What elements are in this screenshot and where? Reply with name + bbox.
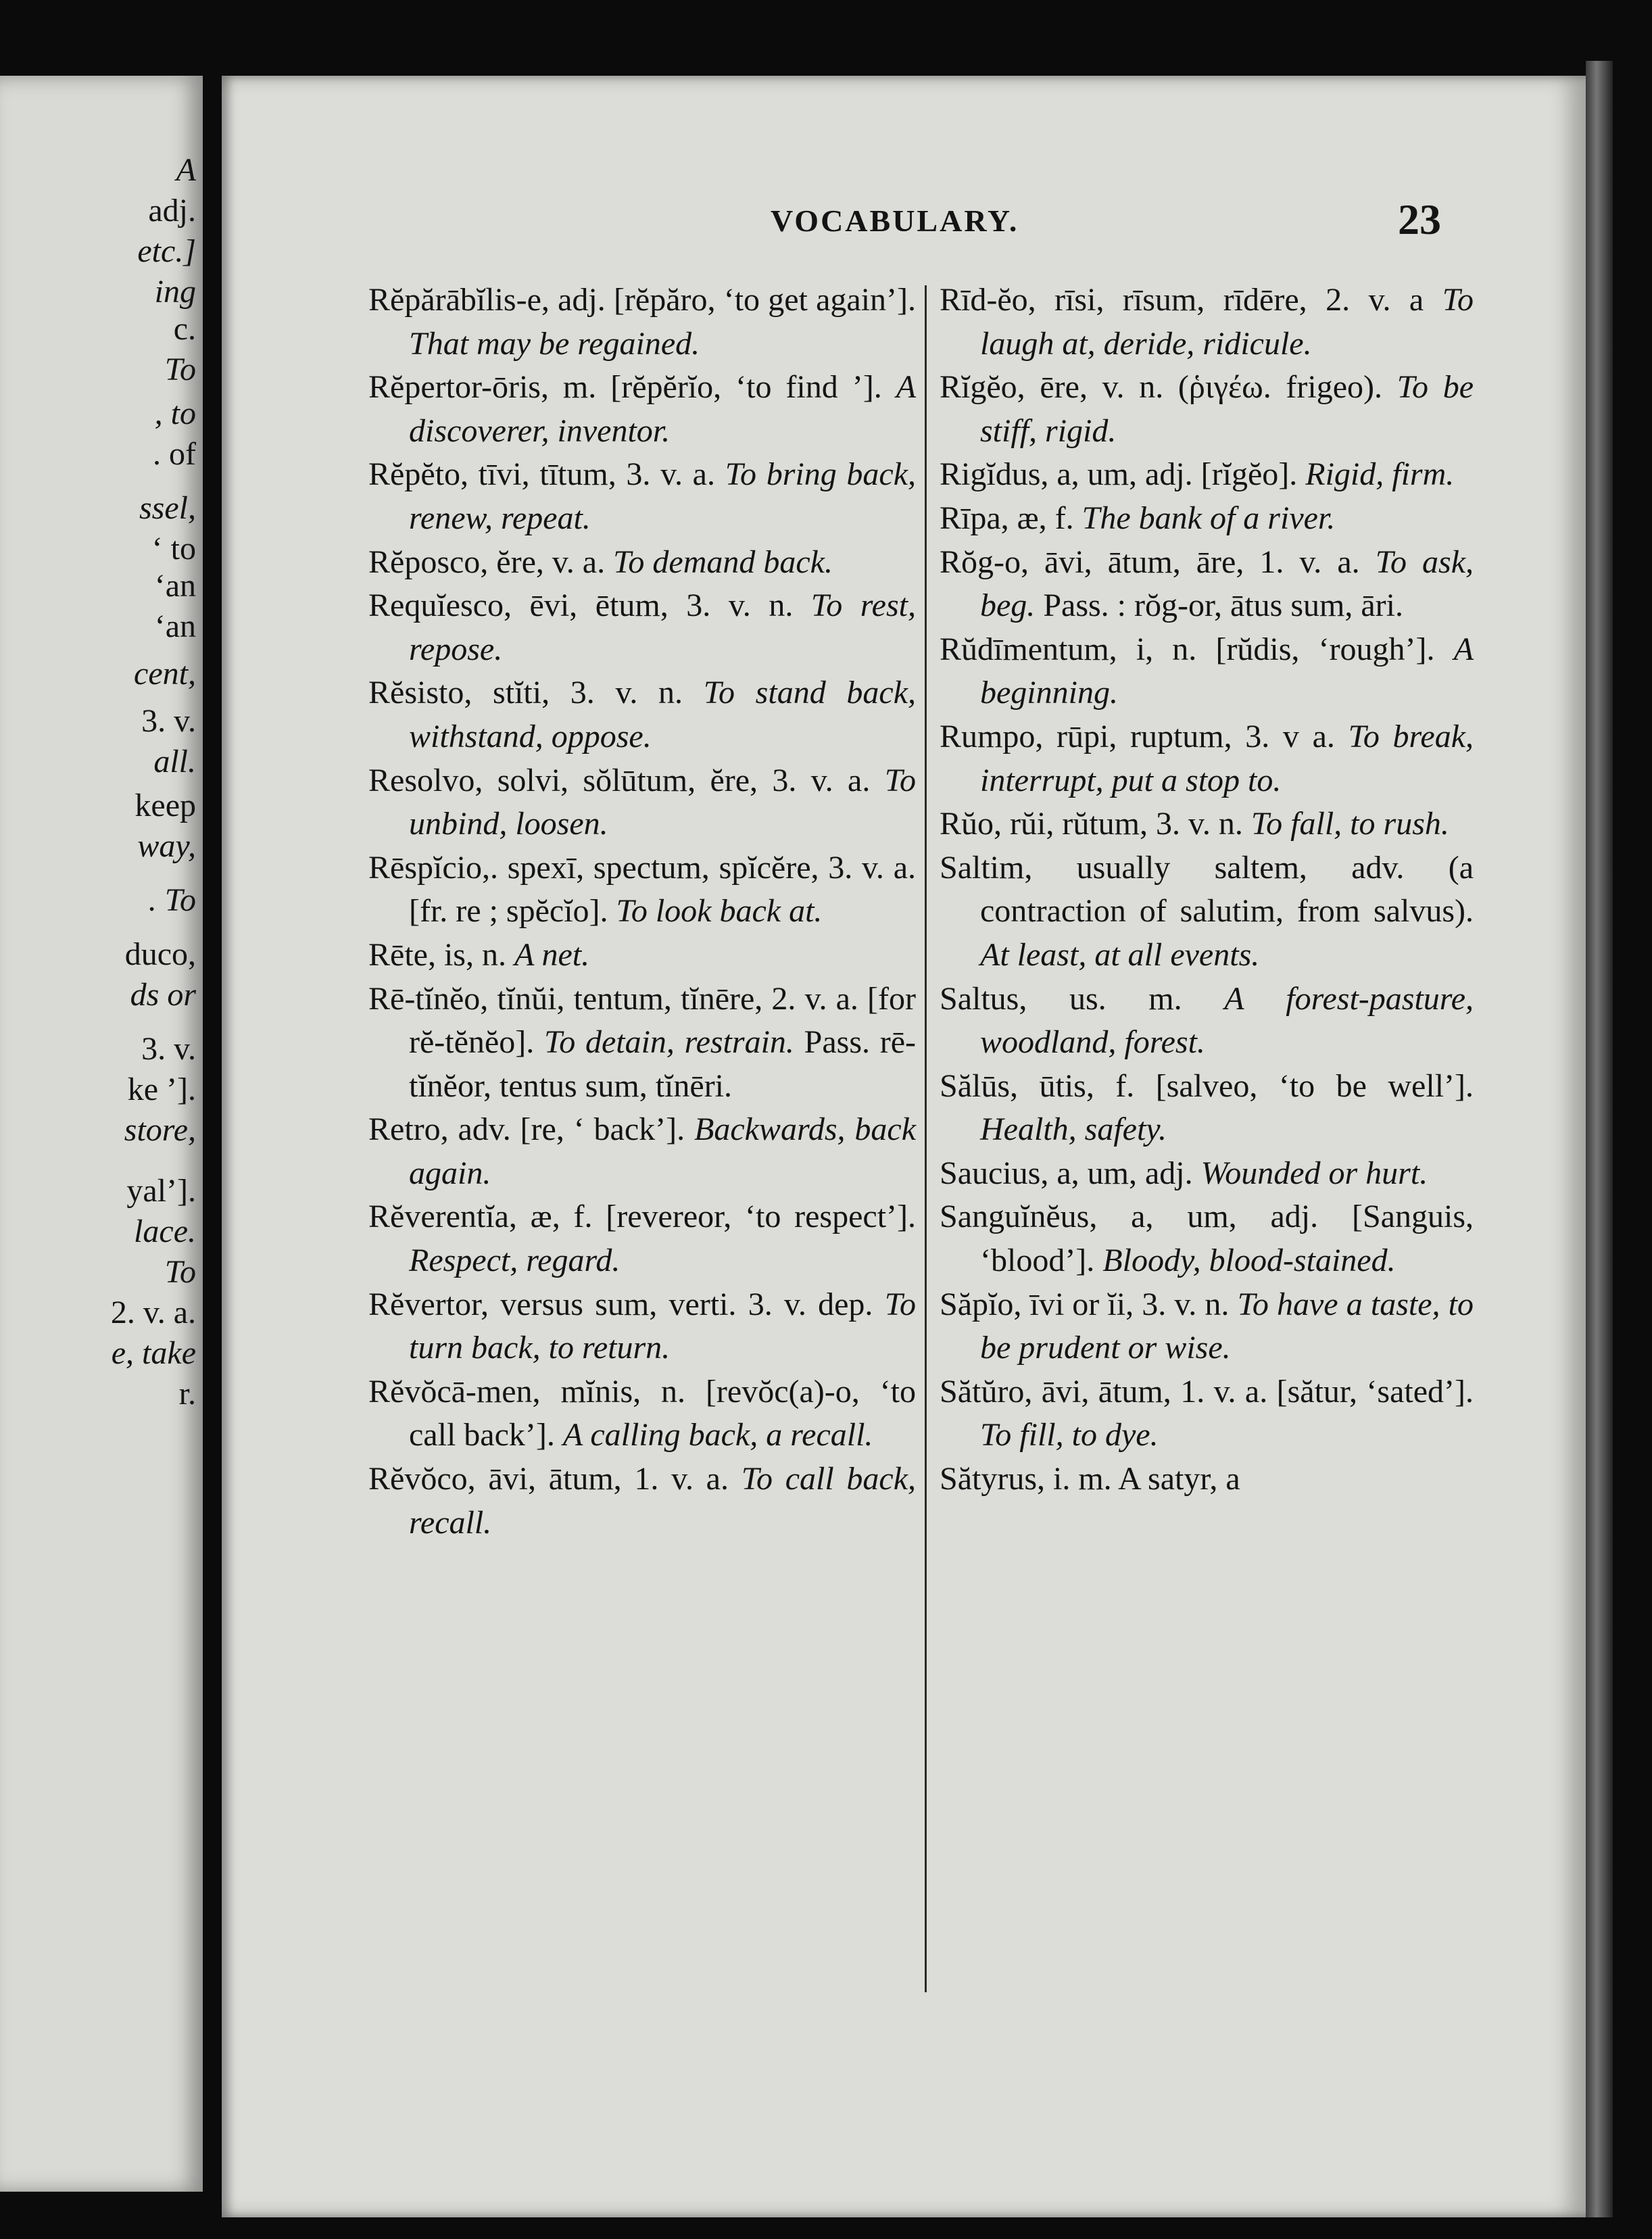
entry-headword: Rĕsisto, stĭti, 3. v. n. [368, 675, 683, 711]
facing-page-text: ‘an [154, 568, 196, 604]
entry-definition: A discoverer, inventor. [409, 369, 917, 449]
vocabulary-entry [940, 1195, 1474, 1282]
entry-headword: Sătyrus, i. m. A satyr, a [940, 1461, 1240, 1497]
entry-headword: Saucius, a, um, adj. [940, 1155, 1193, 1191]
entry-headword: Rēspĭcio,. spexī, spectum, spĭcĕre, 3. v. a. [fr. re ; spĕcĭo]. [368, 849, 916, 930]
entry-definition: Bloody, blood-stained. [1102, 1243, 1396, 1279]
entry-definition: To unbind, loosen. [409, 762, 917, 842]
entry-definition: Health, safety. [980, 1111, 1167, 1148]
entry-definition: To rest, repose. [409, 587, 916, 667]
facing-page-text: all. [153, 744, 196, 779]
entry-definition: A beginning. [980, 631, 1474, 711]
vocabulary-entry [940, 497, 1474, 541]
entry-definition: To call back, recall. [409, 1461, 916, 1541]
facing-page-text: , to [154, 395, 196, 431]
entry-headword: Retro, adv. [re, ‘ back’]. [368, 1111, 685, 1148]
running-title: VOCABULARY. [771, 203, 1019, 238]
vocabulary-entry [368, 671, 916, 759]
entry-headword: Rĭgĕo, ēre, v. n. (ῥιγέω. frigeo). [940, 369, 1383, 406]
entry-definition: That may be regained. [409, 325, 700, 362]
entry-definition: Respect, regard. [409, 1243, 621, 1279]
vocabulary-entry [940, 1065, 1474, 1152]
vocabulary-entry [368, 1458, 916, 1545]
entry-definition: To break, interrupt, put a stop to. [980, 718, 1474, 798]
vocabulary-entry [940, 1283, 1474, 1370]
vocabulary-entry [940, 846, 1474, 978]
right-column [940, 279, 1474, 1501]
entry-definition: To fall, to rush. [1250, 806, 1449, 842]
facing-page-text: c. [173, 311, 196, 347]
entry-passive-form: Pass. rē-tĭnĕor, tentus sum, tĭnēri. [409, 1024, 917, 1104]
entry-definition: To look back at. [616, 893, 823, 930]
entry-definition: A forest-pasture, woodland, forest. [980, 980, 1474, 1061]
vocabulary-entry [368, 759, 916, 846]
entry-definition: A calling back, a recall. [562, 1417, 873, 1453]
vocabulary-entry [368, 366, 916, 453]
facing-page-text: r. [178, 1376, 196, 1412]
vocabulary-entry [368, 846, 916, 934]
entry-headword: Rŏg-o, āvi, ātum, āre, 1. v. a. [940, 544, 1360, 580]
entry-definition: To bring back, renew, repeat. [409, 456, 917, 536]
entry-passive-form: Pass. : rŏg-or, ātus sum, āri. [1043, 587, 1403, 624]
vocabulary-entry [368, 1108, 916, 1195]
entry-definition: To demand back. [613, 544, 833, 580]
facing-page-text: 3. v. [141, 703, 196, 739]
entry-definition: To fill, to dye. [980, 1417, 1159, 1453]
entry-headword: Rĕpertor-ōris, m. [rĕpĕrĭo, ‘to find ’]. [368, 369, 882, 406]
vocabulary-entry [940, 1152, 1474, 1196]
facing-page-text: ing [154, 274, 196, 310]
entry-definition: To have a taste, to be prudent or wise. [980, 1286, 1474, 1366]
facing-page-text: ‘an [154, 608, 196, 644]
facing-page-text: . To [148, 882, 196, 918]
entry-definition: To stand back, withstand, oppose. [409, 675, 916, 754]
entry-definition: Backwards, back again. [409, 1111, 916, 1191]
vocabulary-entry [940, 628, 1474, 715]
column-divider [925, 285, 927, 1992]
entry-headword: Rīd-ĕo, rīsi, rīsum, rīdēre, 2. v. a [940, 282, 1424, 318]
vocabulary-entry [940, 978, 1474, 1065]
entry-headword: Rē-tĭnĕo, tĭnŭi, tentum, tĭnēre, 2. v. a. [for rĕ-tĕnĕo]. [368, 980, 916, 1061]
entry-headword: Rĕposco, ĕre, v. a. [368, 544, 606, 580]
vocabulary-entry [368, 541, 916, 585]
facing-page-text: duco, [124, 936, 196, 972]
vocabulary-entry [940, 541, 1474, 628]
facing-page-text: adj. [148, 193, 196, 228]
vocabulary-entry [940, 1458, 1474, 1501]
entry-headword: Rĕvŏco, āvi, ātum, 1. v. a. [368, 1461, 729, 1497]
entry-headword: Rĕvŏcā-men, mĭnis, n. [revŏc(a)-o, ‘to call back’]. [368, 1373, 916, 1453]
entry-definition: Rigid, firm. [1305, 456, 1455, 493]
entry-headword: Rĕpĕto, tīvi, tītum, 3. v. a. [368, 456, 715, 493]
entry-definition: To laugh at, deride, ridicule. [980, 282, 1474, 362]
book-edge [1586, 61, 1613, 2217]
vocabulary-entry [940, 366, 1474, 453]
vocabulary-entry [940, 279, 1474, 366]
entry-headword: Saltim, usually saltem, adv. (a contraction of salutim, from salvus). [940, 849, 1474, 930]
vocabulary-entry [368, 279, 916, 366]
vocabulary-entry [940, 802, 1474, 846]
entry-definition: To detain, restrain. [543, 1024, 794, 1061]
left-column [368, 279, 916, 1545]
entry-headword: Rēte, is, n. [368, 936, 506, 973]
facing-page-text: e, take [111, 1335, 196, 1371]
facing-page-text: way, [137, 828, 196, 864]
facing-page-text: etc.] [137, 233, 196, 269]
vocabulary-entry [368, 1370, 916, 1458]
facing-page-text: cent, [134, 656, 196, 692]
entry-headword: Rĕvertor, versus sum, verti. 3. v. dep. [368, 1286, 873, 1322]
vocabulary-entry [368, 453, 916, 540]
facing-page-text: lace. [134, 1213, 196, 1249]
entry-headword: Sanguĭnĕus, a, um, adj. [Sanguis, ‘blood’]. [940, 1199, 1474, 1279]
entry-headword: Rumpo, rūpi, ruptum, 3. v a. [940, 718, 1335, 754]
facing-page-text: ds or [130, 977, 196, 1013]
vocabulary-entry [368, 978, 916, 1109]
facing-page-text: ‘ to [151, 531, 196, 567]
facing-page-text: To [164, 352, 196, 387]
facing-page-text: store, [124, 1112, 196, 1148]
entry-definition: At least, at all events. [980, 936, 1260, 973]
entry-headword: Saltus, us. m. [940, 980, 1182, 1017]
entry-definition: To ask, beg. [980, 544, 1474, 624]
vocabulary-entry [940, 715, 1474, 802]
facing-page-text: A [176, 152, 196, 188]
vocabulary-entry [368, 584, 916, 671]
entry-definition: To be stiff, rigid. [980, 369, 1474, 449]
facing-page-text: ssel, [139, 490, 196, 526]
entry-headword: Resolvo, solvi, sŏlūtum, ĕre, 3. v. a. [368, 762, 871, 798]
entry-headword: Requĭesco, ēvi, ētum, 3. v. n. [368, 587, 794, 624]
facing-page-text: . of [153, 436, 196, 472]
vocabulary-entry [368, 934, 916, 978]
facing-page-text: yal’]. [126, 1173, 196, 1209]
vocabulary-entry [940, 1370, 1474, 1458]
facing-page-text: keep [135, 788, 196, 823]
facing-page-text: 3. v. [141, 1031, 196, 1067]
entry-headword: Rĕpărābĭlis-e, adj. [rĕpăro, ‘to get again’]. [368, 282, 916, 318]
entry-headword: Sătŭro, āvi, ātum, 1. v. a. [sătur, ‘sated’]. [940, 1373, 1474, 1410]
page-number: 23 [1398, 195, 1441, 243]
entry-headword: Rīpa, æ, f. [940, 500, 1074, 536]
facing-page-text: ke ’]. [127, 1072, 196, 1107]
facing-page-fragment [0, 76, 203, 2192]
entry-definition: The bank of a river. [1082, 500, 1336, 536]
entry-headword: Rŭdīmentum, i, n. [rŭdis, ‘rough’]. [940, 631, 1435, 667]
entry-headword: Rŭo, rŭi, rŭtum, 3. v. n. [940, 806, 1243, 842]
entry-definition: To turn back, to return. [409, 1286, 917, 1366]
entry-headword: Rĕverentĭa, æ, f. [revereor, ‘to respect’]. [368, 1199, 916, 1235]
entry-headword: Rigĭdus, a, um, adj. [rĭgĕo]. [940, 456, 1298, 493]
vocabulary-entry [940, 453, 1474, 497]
facing-page-text: To [164, 1254, 196, 1290]
entry-definition: A net. [514, 936, 590, 973]
facing-page-text: 2. v. a. [110, 1295, 196, 1330]
vocabulary-entry [368, 1283, 916, 1370]
entry-headword: Săpĭo, īvi or ĭi, 3. v. n. [940, 1286, 1230, 1322]
entry-headword: Sălūs, ūtis, f. [salveo, ‘to be well’]. [940, 1067, 1474, 1104]
entry-definition: Wounded or hurt. [1200, 1155, 1428, 1191]
vocabulary-entry [368, 1195, 916, 1282]
